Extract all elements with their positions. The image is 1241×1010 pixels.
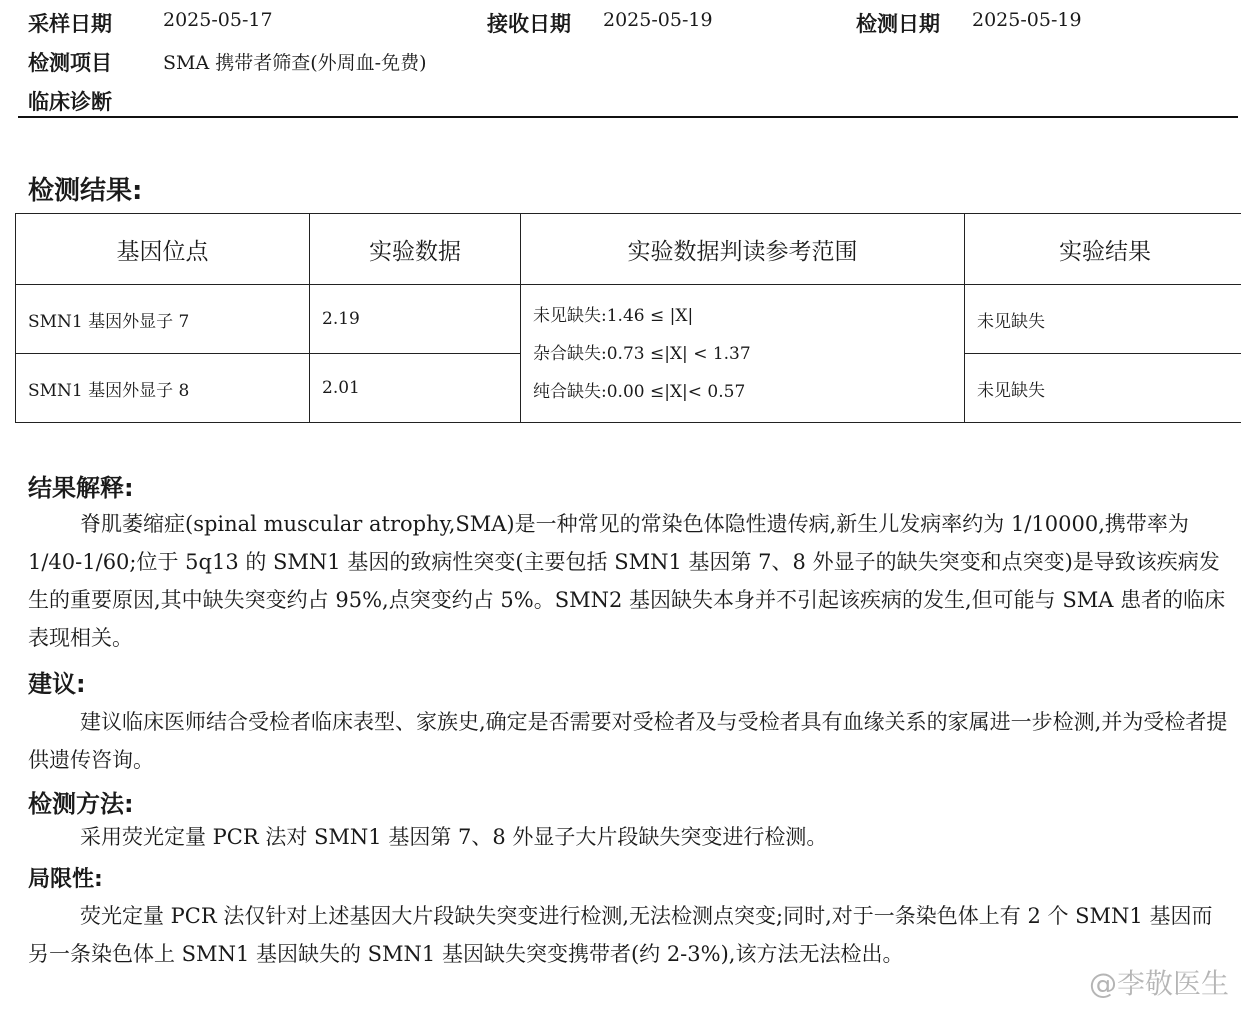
results-table [15, 213, 1241, 423]
column-header: 实验数据判读参考范围 [521, 214, 965, 285]
table-header-row [16, 214, 1241, 285]
reference-line: 杂合缺失:0.73 ≤|X| < 1.37 [533, 343, 751, 364]
limitation-title: 局限性: [28, 867, 103, 892]
test-item-value: SMA 携带者筛查(外周血-免费) [163, 52, 427, 74]
diagnosis-label: 临床诊断 [28, 90, 112, 114]
reference-line: 纯合缺失:0.00 ≤|X|< 0.57 [533, 381, 746, 402]
receive-date-value: 2025-05-19 [603, 9, 713, 31]
sample-date-label: 采样日期 [28, 12, 112, 36]
reference-line: 未见缺失:1.46 ≤ |X| [533, 305, 694, 326]
method-text: 采用荧光定量 PCR 法对 SMN1 基因第 7、8 外显子大片段缺失突变进行检测。 [80, 825, 828, 849]
sample-date-value: 2025-05-17 [163, 9, 273, 31]
interpretation-text: 脊肌萎缩症(spinal muscular atrophy,SMA)是一种常见的常染色体隐性遗传病,新生儿发病率约为 1/10000,携带率为 1/40-1/60;位于 5q13 的 SMN1 基因的致病性突变(主要包括 SMN1 基因第 7、8 外显子的缺失突变和点突变)是导致该疾病发生的重要原因,其中缺失突变约占 95%,点突变约占 5%。SMN2 基因缺失本身并不引起该疾病的发生,但可能与 SMA 患者的临床表现相关。 [28, 512, 1226, 650]
column-header: 实验数据 [310, 214, 521, 285]
test-item-label: 检测项目 [28, 51, 112, 75]
watermark: @李敬医生 [1088, 967, 1229, 1000]
results-title: 检测结果: [28, 176, 143, 206]
table-row [16, 285, 1241, 354]
locus-cell: SMN1 基因外显子 7 [16, 285, 310, 354]
locus-cell: SMN1 基因外显子 8 [16, 354, 310, 423]
advice-title: 建议: [28, 670, 86, 698]
data-cell: 2.19 [310, 285, 521, 354]
column-header: 实验结果 [965, 214, 1241, 285]
receive-date-label: 接收日期 [487, 12, 571, 36]
method-title: 检测方法: [28, 790, 134, 818]
header-divider [18, 116, 1238, 118]
result-cell: 未见缺失 [965, 354, 1241, 423]
test-date-value: 2025-05-19 [972, 9, 1082, 31]
result-cell: 未见缺失 [965, 285, 1241, 354]
column-header: 基因位点 [16, 214, 310, 285]
data-cell: 2.01 [310, 354, 521, 423]
limitation-text: 荧光定量 PCR 法仅针对上述基因大片段缺失突变进行检测,无法检测点突变;同时,对于一条染色体上有 2 个 SMN1 基因而另一条染色体上 SMN1 基因缺失的 SMN1 基因缺失突变携带者(约 2-3%),该方法无法检出。 [28, 904, 1213, 966]
advice-text: 建议临床医师结合受检者临床表型、家族史,确定是否需要对受检者及与受检者具有血缘关系的家属进一步检测,并为受检者提供遗传咨询。 [28, 710, 1228, 772]
interpretation-title: 结果解释: [28, 474, 134, 502]
test-date-label: 检测日期 [856, 12, 940, 36]
reference-range-cell [521, 285, 965, 423]
